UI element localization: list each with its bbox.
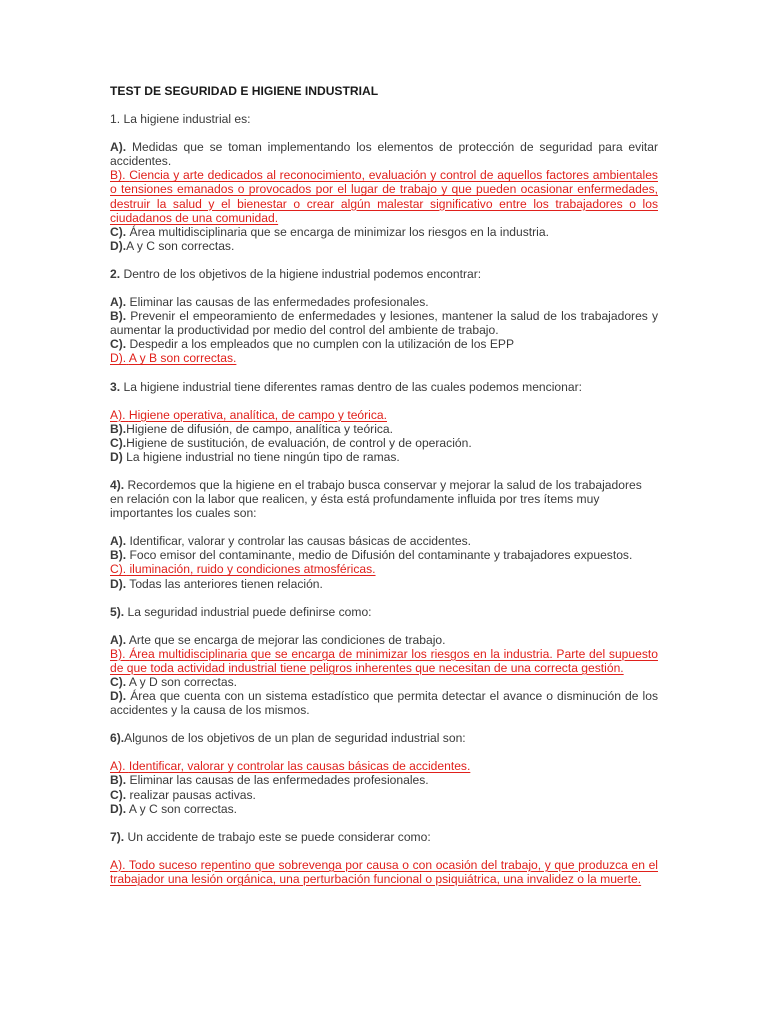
option-label: D) bbox=[110, 449, 123, 464]
option-text: A y D son correctas. bbox=[128, 675, 238, 689]
answer-option bbox=[110, 675, 658, 689]
answer-option bbox=[110, 689, 658, 717]
option-label: B). bbox=[110, 646, 126, 661]
option-text: Identificar, valorar y controlar las causas básicas de accidentes. bbox=[128, 759, 471, 774]
option-text: realizar pausas activas. bbox=[129, 787, 256, 802]
option-text: Área multidisciplinaria que se encarga de minimizar los riesgos en la industria. bbox=[129, 224, 549, 239]
question-text bbox=[110, 478, 658, 520]
question-prompt: La higiene industrial es: bbox=[123, 112, 251, 127]
option-label: C). bbox=[110, 787, 127, 802]
question-prompt: Recordemos que la higiene en el trabajo busca conservar y mejorar la salud de los trabajadores en relación con la labor que realicen, y ésta está profundamente influida por tres ítems muy importantes los cuales son: bbox=[110, 477, 642, 521]
option-text: A y C son correctas. bbox=[128, 801, 238, 816]
option-text: Todas las anteriores tienen relación. bbox=[129, 576, 323, 591]
option-label: B). bbox=[110, 309, 127, 324]
question-number: 3. bbox=[110, 379, 121, 394]
option-label: B). bbox=[110, 168, 126, 183]
answer-option bbox=[110, 802, 658, 816]
answer-option bbox=[110, 534, 658, 548]
question-number: 7). bbox=[110, 829, 125, 844]
answer-option bbox=[110, 225, 658, 239]
question-text bbox=[110, 830, 658, 844]
question-prompt: La higiene industrial tiene diferentes ramas dentro de las cuales podemos mencionar: bbox=[123, 379, 582, 394]
question-text bbox=[110, 380, 658, 394]
answer-option-correct bbox=[110, 759, 658, 773]
question-list bbox=[110, 112, 658, 886]
option-text: A y C son correctas. bbox=[126, 238, 235, 253]
option-text: Prevenir el empeoramiento de enfermedades y lesiones, mantener la salud de los trabajadores y aumentar la productividad por medio del control del ambiente de trabajo. bbox=[110, 309, 658, 338]
question-block bbox=[110, 731, 658, 815]
option-text: Medidas que se toman implementando los elementos de protección de seguridad para evitar accidentes. bbox=[110, 140, 658, 169]
answer-option bbox=[110, 548, 658, 562]
option-text: Arte que se encarga de mejorar las condiciones de trabajo. bbox=[128, 632, 446, 647]
answer-option bbox=[110, 436, 658, 450]
option-label: D). bbox=[110, 238, 127, 253]
answer-option bbox=[110, 239, 658, 253]
option-text: Todo suceso repentino que sobrevenga por causa o con ocasión del trabajo, y que produzca en el trabajador una lesión orgánica, una perturbación funcional o psiquiátrica, una invalidez o la muerte. bbox=[110, 857, 658, 886]
option-text: La higiene industrial no tiene ningún tipo de ramas. bbox=[126, 449, 400, 464]
option-label: D). bbox=[110, 351, 127, 366]
answer-option bbox=[110, 422, 658, 436]
answer-option bbox=[110, 337, 658, 351]
answer-option bbox=[110, 295, 658, 309]
answer-option-correct bbox=[110, 647, 658, 675]
question-block bbox=[110, 478, 658, 591]
option-text: Eliminar las causas de las enfermedades profesionales. bbox=[129, 773, 429, 788]
answer-option bbox=[110, 788, 658, 802]
answer-option bbox=[110, 633, 658, 647]
option-label: C). bbox=[110, 562, 127, 577]
question-block bbox=[110, 605, 658, 718]
option-text: A y B son correctas. bbox=[128, 351, 237, 366]
option-label: C). bbox=[110, 337, 127, 352]
option-label: A). bbox=[110, 140, 127, 155]
answer-option-correct bbox=[110, 168, 658, 224]
option-label: A). bbox=[110, 407, 126, 422]
question-number: 5). bbox=[110, 604, 125, 619]
question-number: 6). bbox=[110, 731, 125, 746]
option-label: A). bbox=[110, 295, 127, 310]
option-text: Despedir a los empleados que no cumplen con la utilización de los EPP bbox=[129, 337, 515, 352]
option-text: Higiene de sustitución, de evaluación, de control y de operación. bbox=[126, 435, 472, 450]
question-text bbox=[110, 112, 658, 126]
answer-option bbox=[110, 577, 658, 591]
question-prompt: La seguridad industrial puede definirse como: bbox=[127, 604, 372, 619]
question-number: 2. bbox=[110, 266, 121, 281]
answer-option bbox=[110, 773, 658, 787]
question-number: 1. bbox=[110, 112, 121, 127]
question-text bbox=[110, 605, 658, 619]
option-text: iluminación, ruido y condiciones atmosféricas. bbox=[129, 562, 376, 577]
answer-option bbox=[110, 309, 658, 337]
option-label: A). bbox=[110, 632, 127, 647]
question-text bbox=[110, 267, 658, 281]
option-label: B). bbox=[110, 773, 127, 788]
answer-option-correct bbox=[110, 562, 658, 576]
option-label: B). bbox=[110, 421, 127, 436]
option-label: A). bbox=[110, 759, 126, 774]
option-label: D). bbox=[110, 576, 127, 591]
question-block bbox=[110, 267, 658, 366]
question-block bbox=[110, 380, 658, 464]
option-text: Área multidisciplinaria que se encarga de minimizar los riesgos en la industria. Parte del supuesto de que toda actividad industrial tiene peligros inherentes que necesitan de una correcta gestión. bbox=[110, 646, 658, 675]
answer-option-correct bbox=[110, 408, 658, 422]
document-page bbox=[110, 84, 658, 886]
question-prompt: Algunos de los objetivos de un plan de seguridad industrial son: bbox=[124, 731, 466, 746]
question-block bbox=[110, 830, 658, 886]
option-text: Higiene operativa, analítica, de campo y teórica. bbox=[128, 407, 387, 422]
option-label: D). bbox=[110, 689, 127, 704]
answer-option-correct bbox=[110, 858, 658, 886]
option-text: Identificar, valorar y controlar las causas básicas de accidentes. bbox=[129, 534, 471, 549]
option-text: Ciencia y arte dedicados al reconocimiento, evaluación y control de aquellos factores ambientales o tensiones emanados o provocados por el lugar de trabajo y que pueden ocasionar enfermedades, destruir la salud y el bienestar o crear algún malestar significativo entre los trabajadores o los ciudadanos de una comunidad. bbox=[110, 168, 658, 225]
option-label: D). bbox=[110, 801, 127, 816]
question-prompt: Dentro de los objetivos de la higiene industrial podemos encontrar: bbox=[123, 266, 482, 281]
question-number: 4). bbox=[110, 477, 125, 492]
option-label: C). bbox=[110, 435, 127, 450]
option-text: Higiene de difusión, de campo, analítica y teórica. bbox=[126, 421, 394, 436]
option-label: A). bbox=[110, 857, 126, 872]
option-label: B). bbox=[110, 548, 127, 563]
document-title: TEST DE SEGURIDAD E HIGIENE INDUSTRIAL bbox=[110, 84, 379, 98]
answer-option bbox=[110, 450, 658, 464]
option-text: Foco emisor del contaminante, medio de Difusión del contaminante y trabajadores expuestos. bbox=[129, 548, 633, 563]
answer-option bbox=[110, 140, 658, 168]
option-label: C). bbox=[110, 224, 127, 239]
option-label: C). bbox=[110, 675, 127, 689]
option-label: A). bbox=[110, 534, 127, 549]
question-text bbox=[110, 731, 658, 745]
question-prompt: Un accidente de trabajo este se puede considerar como: bbox=[127, 829, 431, 844]
option-text: Área que cuenta con un sistema estadístico que permita detectar el avance o disminución de los accidentes y la causa de los mismos. bbox=[110, 689, 658, 718]
question-block bbox=[110, 112, 658, 253]
answer-option-correct bbox=[110, 351, 658, 365]
option-text: Eliminar las causas de las enfermedades profesionales. bbox=[129, 295, 429, 310]
